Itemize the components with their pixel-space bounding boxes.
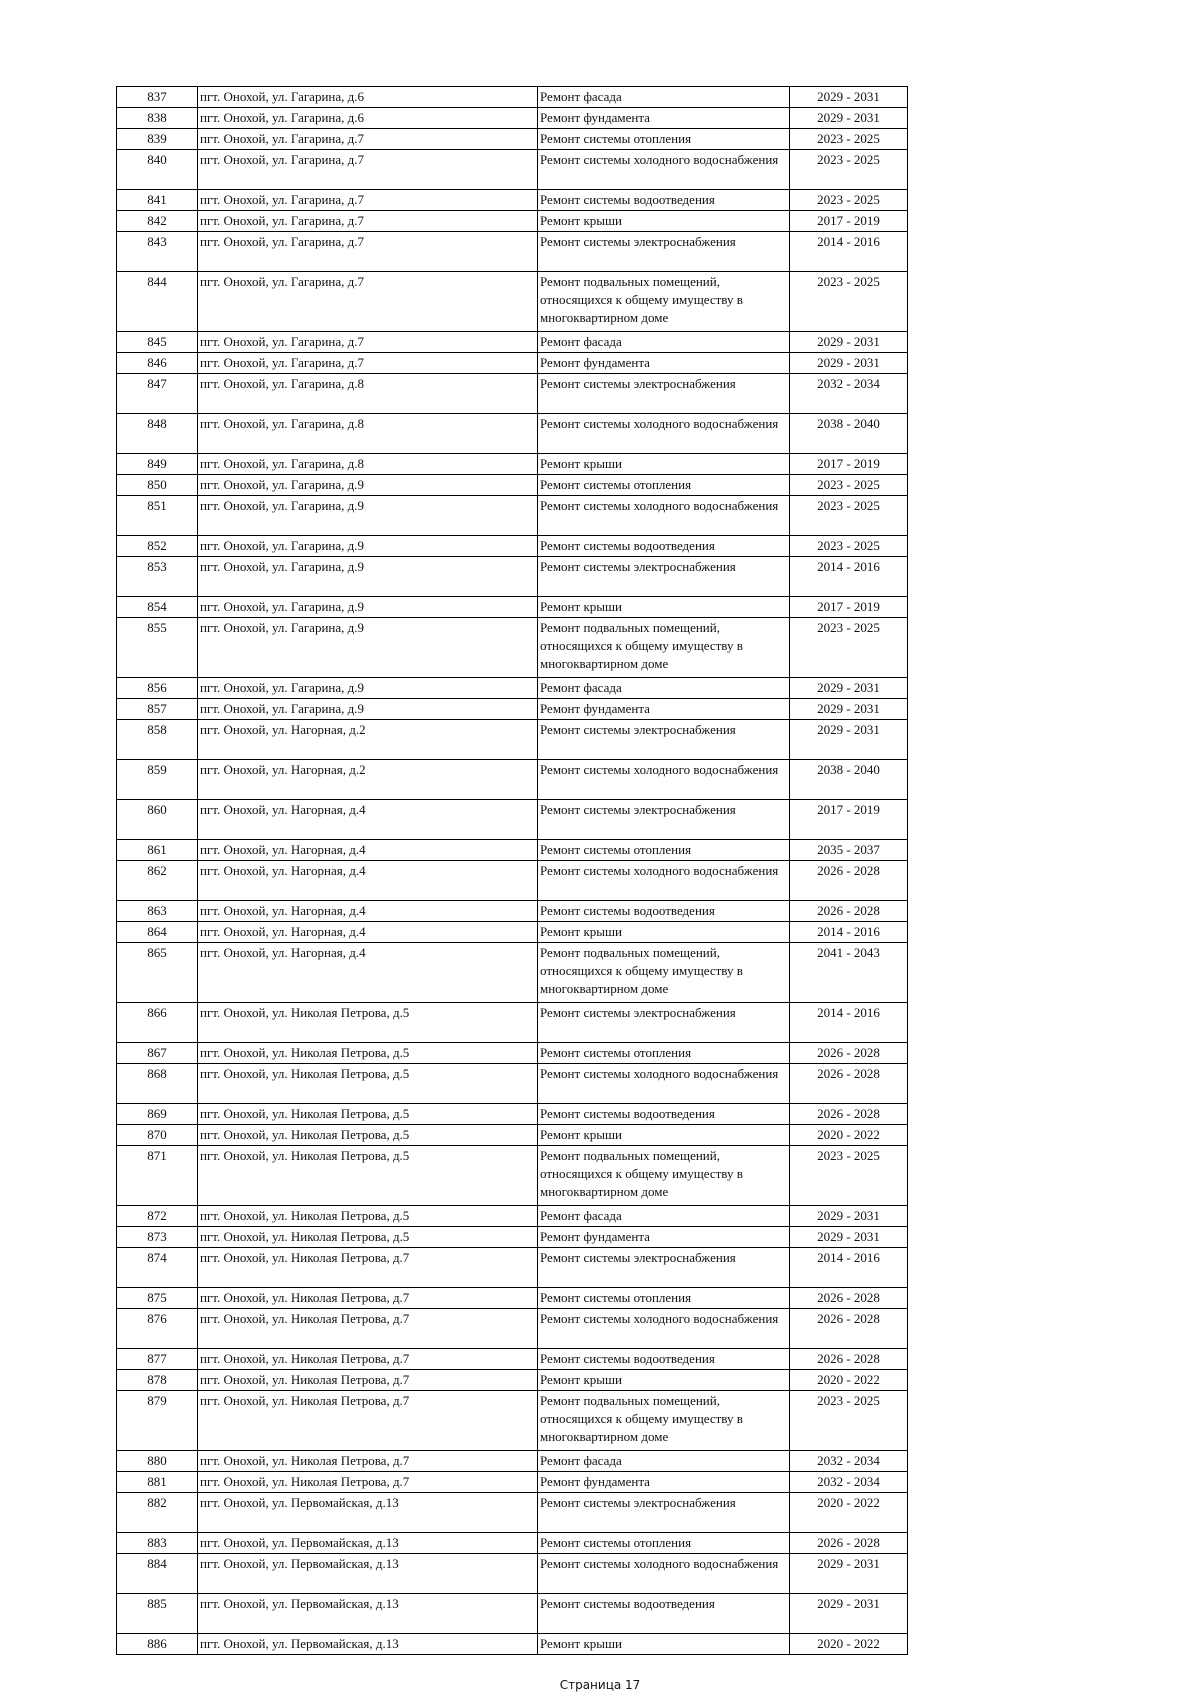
table-row: [117, 536, 908, 557]
work-type-cell: Ремонт системы электроснабжения: [538, 557, 790, 597]
work-type-cell: Ремонт подвальных помещений, относящихся к общему имуществу в многоквартирном доме: [538, 1146, 790, 1206]
table-row: [117, 1594, 908, 1634]
period-cell: 2023 - 2025: [790, 1391, 908, 1451]
address-cell: пгт. Онохой, ул. Гагарина, д.7: [198, 150, 538, 190]
period-cell: 2026 - 2028: [790, 861, 908, 901]
period-cell: 2032 - 2034: [790, 1451, 908, 1472]
address-cell: пгт. Онохой, ул. Гагарина, д.7: [198, 332, 538, 353]
table-row: [117, 943, 908, 1003]
table-row: [117, 1451, 908, 1472]
period-cell: 2026 - 2028: [790, 1043, 908, 1064]
row-number-cell: 884: [117, 1554, 198, 1594]
period-cell: 2029 - 2031: [790, 720, 908, 760]
table-row: [117, 678, 908, 699]
table-row: [117, 1349, 908, 1370]
period-cell: 2023 - 2025: [790, 190, 908, 211]
table-row: [117, 374, 908, 414]
work-type-cell: Ремонт системы электроснабжения: [538, 800, 790, 840]
row-number-cell: 850: [117, 475, 198, 496]
row-number-cell: 883: [117, 1533, 198, 1554]
table-row: [117, 1391, 908, 1451]
address-cell: пгт. Онохой, ул. Николая Петрова, д.7: [198, 1349, 538, 1370]
period-cell: 2032 - 2034: [790, 1472, 908, 1493]
table-row: [117, 1248, 908, 1288]
address-cell: пгт. Онохой, ул. Нагорная, д.4: [198, 922, 538, 943]
period-cell: 2029 - 2031: [790, 1227, 908, 1248]
table-row: [117, 1227, 908, 1248]
address-cell: пгт. Онохой, ул. Николая Петрова, д.5: [198, 1125, 538, 1146]
address-cell: пгт. Онохой, ул. Гагарина, д.9: [198, 699, 538, 720]
row-number-cell: 860: [117, 800, 198, 840]
row-number-cell: 843: [117, 232, 198, 272]
address-cell: пгт. Онохой, ул. Николая Петрова, д.5: [198, 1104, 538, 1125]
period-cell: 2014 - 2016: [790, 232, 908, 272]
work-type-cell: Ремонт системы отопления: [538, 840, 790, 861]
row-number-cell: 881: [117, 1472, 198, 1493]
address-cell: пгт. Онохой, ул. Николая Петрова, д.7: [198, 1391, 538, 1451]
period-cell: 2029 - 2031: [790, 1206, 908, 1227]
table-row: [117, 1206, 908, 1227]
table-row: [117, 840, 908, 861]
table-row: [117, 1003, 908, 1043]
table-row: [117, 1064, 908, 1104]
period-cell: 2029 - 2031: [790, 678, 908, 699]
row-number-cell: 852: [117, 536, 198, 557]
address-cell: пгт. Онохой, ул. Николая Петрова, д.7: [198, 1472, 538, 1493]
period-cell: 2029 - 2031: [790, 332, 908, 353]
work-type-cell: Ремонт системы электроснабжения: [538, 720, 790, 760]
period-cell: 2029 - 2031: [790, 353, 908, 374]
period-cell: 2017 - 2019: [790, 597, 908, 618]
table-row: [117, 1472, 908, 1493]
period-cell: 2041 - 2043: [790, 943, 908, 1003]
period-cell: 2020 - 2022: [790, 1370, 908, 1391]
period-cell: 2026 - 2028: [790, 901, 908, 922]
row-number-cell: 838: [117, 108, 198, 129]
row-number-cell: 869: [117, 1104, 198, 1125]
table-row: [117, 1533, 908, 1554]
address-cell: пгт. Онохой, ул. Николая Петрова, д.7: [198, 1451, 538, 1472]
address-cell: пгт. Онохой, ул. Гагарина, д.9: [198, 496, 538, 536]
period-cell: 2017 - 2019: [790, 800, 908, 840]
address-cell: пгт. Онохой, ул. Гагарина, д.8: [198, 454, 538, 475]
work-type-cell: Ремонт фундамента: [538, 1472, 790, 1493]
table-body: [117, 87, 908, 1655]
period-cell: 2029 - 2031: [790, 108, 908, 129]
table-row: [117, 232, 908, 272]
work-type-cell: Ремонт системы электроснабжения: [538, 232, 790, 272]
period-cell: 2029 - 2031: [790, 699, 908, 720]
row-number-cell: 855: [117, 618, 198, 678]
table-row: [117, 1104, 908, 1125]
row-number-cell: 845: [117, 332, 198, 353]
table-row: [117, 211, 908, 232]
period-cell: 2029 - 2031: [790, 1594, 908, 1634]
work-type-cell: Ремонт подвальных помещений, относящихся к общему имуществу в многоквартирном доме: [538, 618, 790, 678]
work-type-cell: Ремонт системы холодного водоснабжения: [538, 861, 790, 901]
work-type-cell: Ремонт системы холодного водоснабжения: [538, 414, 790, 454]
table-row: [117, 720, 908, 760]
table-row: [117, 272, 908, 332]
address-cell: пгт. Онохой, ул. Нагорная, д.4: [198, 840, 538, 861]
table-row: [117, 1493, 908, 1533]
work-type-cell: Ремонт системы отопления: [538, 1533, 790, 1554]
period-cell: 2023 - 2025: [790, 272, 908, 332]
address-cell: пгт. Онохой, ул. Гагарина, д.9: [198, 557, 538, 597]
work-type-cell: Ремонт фундамента: [538, 108, 790, 129]
table-row: [117, 1309, 908, 1349]
row-number-cell: 847: [117, 374, 198, 414]
work-type-cell: Ремонт системы холодного водоснабжения: [538, 1064, 790, 1104]
table-row: [117, 618, 908, 678]
row-number-cell: 861: [117, 840, 198, 861]
period-cell: 2014 - 2016: [790, 1003, 908, 1043]
table-row: [117, 1043, 908, 1064]
period-cell: 2029 - 2031: [790, 87, 908, 108]
work-type-cell: Ремонт системы электроснабжения: [538, 1003, 790, 1043]
table-row: [117, 332, 908, 353]
work-type-cell: Ремонт крыши: [538, 211, 790, 232]
address-cell: пгт. Онохой, ул. Гагарина, д.7: [198, 211, 538, 232]
row-number-cell: 858: [117, 720, 198, 760]
work-type-cell: Ремонт системы водоотведения: [538, 1349, 790, 1370]
table-row: [117, 1554, 908, 1594]
table-row: [117, 353, 908, 374]
table-row: [117, 454, 908, 475]
period-cell: 2023 - 2025: [790, 536, 908, 557]
period-cell: 2023 - 2025: [790, 1146, 908, 1206]
work-type-cell: Ремонт системы водоотведения: [538, 190, 790, 211]
address-cell: пгт. Онохой, ул. Николая Петрова, д.5: [198, 1146, 538, 1206]
address-cell: пгт. Онохой, ул. Гагарина, д.8: [198, 414, 538, 454]
address-cell: пгт. Онохой, ул. Николая Петрова, д.5: [198, 1003, 538, 1043]
period-cell: 2038 - 2040: [790, 760, 908, 800]
row-number-cell: 846: [117, 353, 198, 374]
address-cell: пгт. Онохой, ул. Николая Петрова, д.7: [198, 1248, 538, 1288]
work-type-cell: Ремонт фасада: [538, 87, 790, 108]
page-number: Страница 17: [559, 1678, 641, 1692]
period-cell: 2023 - 2025: [790, 150, 908, 190]
row-number-cell: 867: [117, 1043, 198, 1064]
period-cell: 2035 - 2037: [790, 840, 908, 861]
table-row: [117, 861, 908, 901]
period-cell: 2026 - 2028: [790, 1064, 908, 1104]
row-number-cell: 872: [117, 1206, 198, 1227]
work-type-cell: Ремонт фасада: [538, 1451, 790, 1472]
address-cell: пгт. Онохой, ул. Николая Петрова, д.5: [198, 1206, 538, 1227]
work-type-cell: Ремонт крыши: [538, 454, 790, 475]
address-cell: пгт. Онохой, ул. Гагарина, д.7: [198, 232, 538, 272]
period-cell: 2014 - 2016: [790, 557, 908, 597]
work-type-cell: Ремонт фасада: [538, 332, 790, 353]
work-type-cell: Ремонт крыши: [538, 1634, 790, 1655]
row-number-cell: 862: [117, 861, 198, 901]
table-row: [117, 475, 908, 496]
row-number-cell: 885: [117, 1594, 198, 1634]
address-cell: пгт. Онохой, ул. Первомайская, д.13: [198, 1634, 538, 1655]
address-cell: пгт. Онохой, ул. Нагорная, д.4: [198, 943, 538, 1003]
period-cell: 2023 - 2025: [790, 618, 908, 678]
table-row: [117, 1146, 908, 1206]
row-number-cell: 837: [117, 87, 198, 108]
row-number-cell: 876: [117, 1309, 198, 1349]
work-type-cell: Ремонт фундамента: [538, 1227, 790, 1248]
address-cell: пгт. Онохой, ул. Николая Петрова, д.5: [198, 1064, 538, 1104]
period-cell: 2029 - 2031: [790, 1554, 908, 1594]
work-type-cell: Ремонт фасада: [538, 1206, 790, 1227]
address-cell: пгт. Онохой, ул. Гагарина, д.7: [198, 353, 538, 374]
row-number-cell: 849: [117, 454, 198, 475]
row-number-cell: 864: [117, 922, 198, 943]
row-number-cell: 882: [117, 1493, 198, 1533]
address-cell: пгт. Онохой, ул. Гагарина, д.9: [198, 536, 538, 557]
row-number-cell: 856: [117, 678, 198, 699]
work-type-cell: Ремонт системы электроснабжения: [538, 1493, 790, 1533]
period-cell: 2020 - 2022: [790, 1634, 908, 1655]
period-cell: 2026 - 2028: [790, 1349, 908, 1370]
table-row: [117, 1125, 908, 1146]
period-cell: 2026 - 2028: [790, 1309, 908, 1349]
address-cell: пгт. Онохой, ул. Николая Петрова, д.7: [198, 1288, 538, 1309]
table-row: [117, 496, 908, 536]
table-row: [117, 901, 908, 922]
table-row: [117, 190, 908, 211]
period-cell: 2014 - 2016: [790, 922, 908, 943]
row-number-cell: 886: [117, 1634, 198, 1655]
work-type-cell: Ремонт системы холодного водоснабжения: [538, 1309, 790, 1349]
work-type-cell: Ремонт фундамента: [538, 353, 790, 374]
address-cell: пгт. Онохой, ул. Гагарина, д.8: [198, 374, 538, 414]
row-number-cell: 874: [117, 1248, 198, 1288]
work-type-cell: Ремонт системы электроснабжения: [538, 1248, 790, 1288]
period-cell: 2023 - 2025: [790, 475, 908, 496]
row-number-cell: 865: [117, 943, 198, 1003]
address-cell: пгт. Онохой, ул. Николая Петрова, д.5: [198, 1227, 538, 1248]
work-type-cell: Ремонт крыши: [538, 1370, 790, 1391]
row-number-cell: 873: [117, 1227, 198, 1248]
row-number-cell: 839: [117, 129, 198, 150]
address-cell: пгт. Онохой, ул. Гагарина, д.9: [198, 678, 538, 699]
period-cell: 2032 - 2034: [790, 374, 908, 414]
address-cell: пгт. Онохой, ул. Николая Петрова, д.7: [198, 1309, 538, 1349]
address-cell: пгт. Онохой, ул. Первомайская, д.13: [198, 1533, 538, 1554]
row-number-cell: 853: [117, 557, 198, 597]
period-cell: 2020 - 2022: [790, 1493, 908, 1533]
row-number-cell: 844: [117, 272, 198, 332]
table-row: [117, 108, 908, 129]
work-type-cell: Ремонт системы холодного водоснабжения: [538, 150, 790, 190]
table-row: [117, 1288, 908, 1309]
table-row: [117, 922, 908, 943]
work-type-cell: Ремонт системы холодного водоснабжения: [538, 1554, 790, 1594]
period-cell: 2026 - 2028: [790, 1288, 908, 1309]
period-cell: 2023 - 2025: [790, 496, 908, 536]
address-cell: пгт. Онохой, ул. Николая Петрова, д.7: [198, 1370, 538, 1391]
address-cell: пгт. Онохой, ул. Нагорная, д.4: [198, 901, 538, 922]
work-type-cell: Ремонт системы отопления: [538, 1288, 790, 1309]
row-number-cell: 871: [117, 1146, 198, 1206]
address-cell: пгт. Онохой, ул. Первомайская, д.13: [198, 1594, 538, 1634]
table-row: [117, 87, 908, 108]
period-cell: 2017 - 2019: [790, 454, 908, 475]
work-type-cell: Ремонт крыши: [538, 597, 790, 618]
row-number-cell: 848: [117, 414, 198, 454]
work-type-cell: Ремонт системы холодного водоснабжения: [538, 760, 790, 800]
table-row: [117, 699, 908, 720]
period-cell: 2023 - 2025: [790, 129, 908, 150]
address-cell: пгт. Онохой, ул. Гагарина, д.7: [198, 190, 538, 211]
address-cell: пгт. Онохой, ул. Первомайская, д.13: [198, 1493, 538, 1533]
address-cell: пгт. Онохой, ул. Нагорная, д.2: [198, 720, 538, 760]
work-type-cell: Ремонт системы отопления: [538, 1043, 790, 1064]
address-cell: пгт. Онохой, ул. Нагорная, д.4: [198, 861, 538, 901]
work-type-cell: Ремонт крыши: [538, 1125, 790, 1146]
work-type-cell: Ремонт подвальных помещений, относящихся к общему имуществу в многоквартирном доме: [538, 1391, 790, 1451]
address-cell: пгт. Онохой, ул. Гагарина, д.6: [198, 108, 538, 129]
row-number-cell: 841: [117, 190, 198, 211]
row-number-cell: 851: [117, 496, 198, 536]
address-cell: пгт. Онохой, ул. Гагарина, д.7: [198, 129, 538, 150]
work-type-cell: Ремонт системы водоотведения: [538, 536, 790, 557]
work-type-cell: Ремонт крыши: [538, 922, 790, 943]
table-row: [117, 129, 908, 150]
repair-schedule-table: [116, 86, 908, 1655]
table-row: [117, 1634, 908, 1655]
row-number-cell: 854: [117, 597, 198, 618]
work-type-cell: Ремонт системы холодного водоснабжения: [538, 496, 790, 536]
row-number-cell: 878: [117, 1370, 198, 1391]
row-number-cell: 842: [117, 211, 198, 232]
work-type-cell: Ремонт системы водоотведения: [538, 901, 790, 922]
work-type-cell: Ремонт подвальных помещений, относящихся к общему имуществу в многоквартирном доме: [538, 943, 790, 1003]
row-number-cell: 868: [117, 1064, 198, 1104]
address-cell: пгт. Онохой, ул. Первомайская, д.13: [198, 1554, 538, 1594]
row-number-cell: 840: [117, 150, 198, 190]
address-cell: пгт. Онохой, ул. Гагарина, д.9: [198, 597, 538, 618]
address-cell: пгт. Онохой, ул. Гагарина, д.7: [198, 272, 538, 332]
period-cell: 2026 - 2028: [790, 1104, 908, 1125]
period-cell: 2038 - 2040: [790, 414, 908, 454]
table-row: [117, 557, 908, 597]
table-row: [117, 800, 908, 840]
address-cell: пгт. Онохой, ул. Гагарина, д.9: [198, 475, 538, 496]
address-cell: пгт. Онохой, ул. Нагорная, д.2: [198, 760, 538, 800]
row-number-cell: 859: [117, 760, 198, 800]
address-cell: пгт. Онохой, ул. Нагорная, д.4: [198, 800, 538, 840]
row-number-cell: 857: [117, 699, 198, 720]
row-number-cell: 879: [117, 1391, 198, 1451]
work-type-cell: Ремонт системы электроснабжения: [538, 374, 790, 414]
table-row: [117, 1370, 908, 1391]
row-number-cell: 875: [117, 1288, 198, 1309]
address-cell: пгт. Онохой, ул. Николая Петрова, д.5: [198, 1043, 538, 1064]
work-type-cell: Ремонт системы водоотведения: [538, 1104, 790, 1125]
table-row: [117, 150, 908, 190]
period-cell: 2020 - 2022: [790, 1125, 908, 1146]
table-row: [117, 597, 908, 618]
period-cell: 2014 - 2016: [790, 1248, 908, 1288]
row-number-cell: 877: [117, 1349, 198, 1370]
period-cell: 2017 - 2019: [790, 211, 908, 232]
work-type-cell: Ремонт фасада: [538, 678, 790, 699]
work-type-cell: Ремонт системы отопления: [538, 475, 790, 496]
work-type-cell: Ремонт подвальных помещений, относящихся к общему имуществу в многоквартирном доме: [538, 272, 790, 332]
work-type-cell: Ремонт системы водоотведения: [538, 1594, 790, 1634]
table-row: [117, 414, 908, 454]
row-number-cell: 880: [117, 1451, 198, 1472]
period-cell: 2026 - 2028: [790, 1533, 908, 1554]
work-type-cell: Ремонт системы отопления: [538, 129, 790, 150]
address-cell: пгт. Онохой, ул. Гагарина, д.6: [198, 87, 538, 108]
address-cell: пгт. Онохой, ул. Гагарина, д.9: [198, 618, 538, 678]
row-number-cell: 870: [117, 1125, 198, 1146]
row-number-cell: 866: [117, 1003, 198, 1043]
row-number-cell: 863: [117, 901, 198, 922]
work-type-cell: Ремонт фундамента: [538, 699, 790, 720]
table-row: [117, 760, 908, 800]
